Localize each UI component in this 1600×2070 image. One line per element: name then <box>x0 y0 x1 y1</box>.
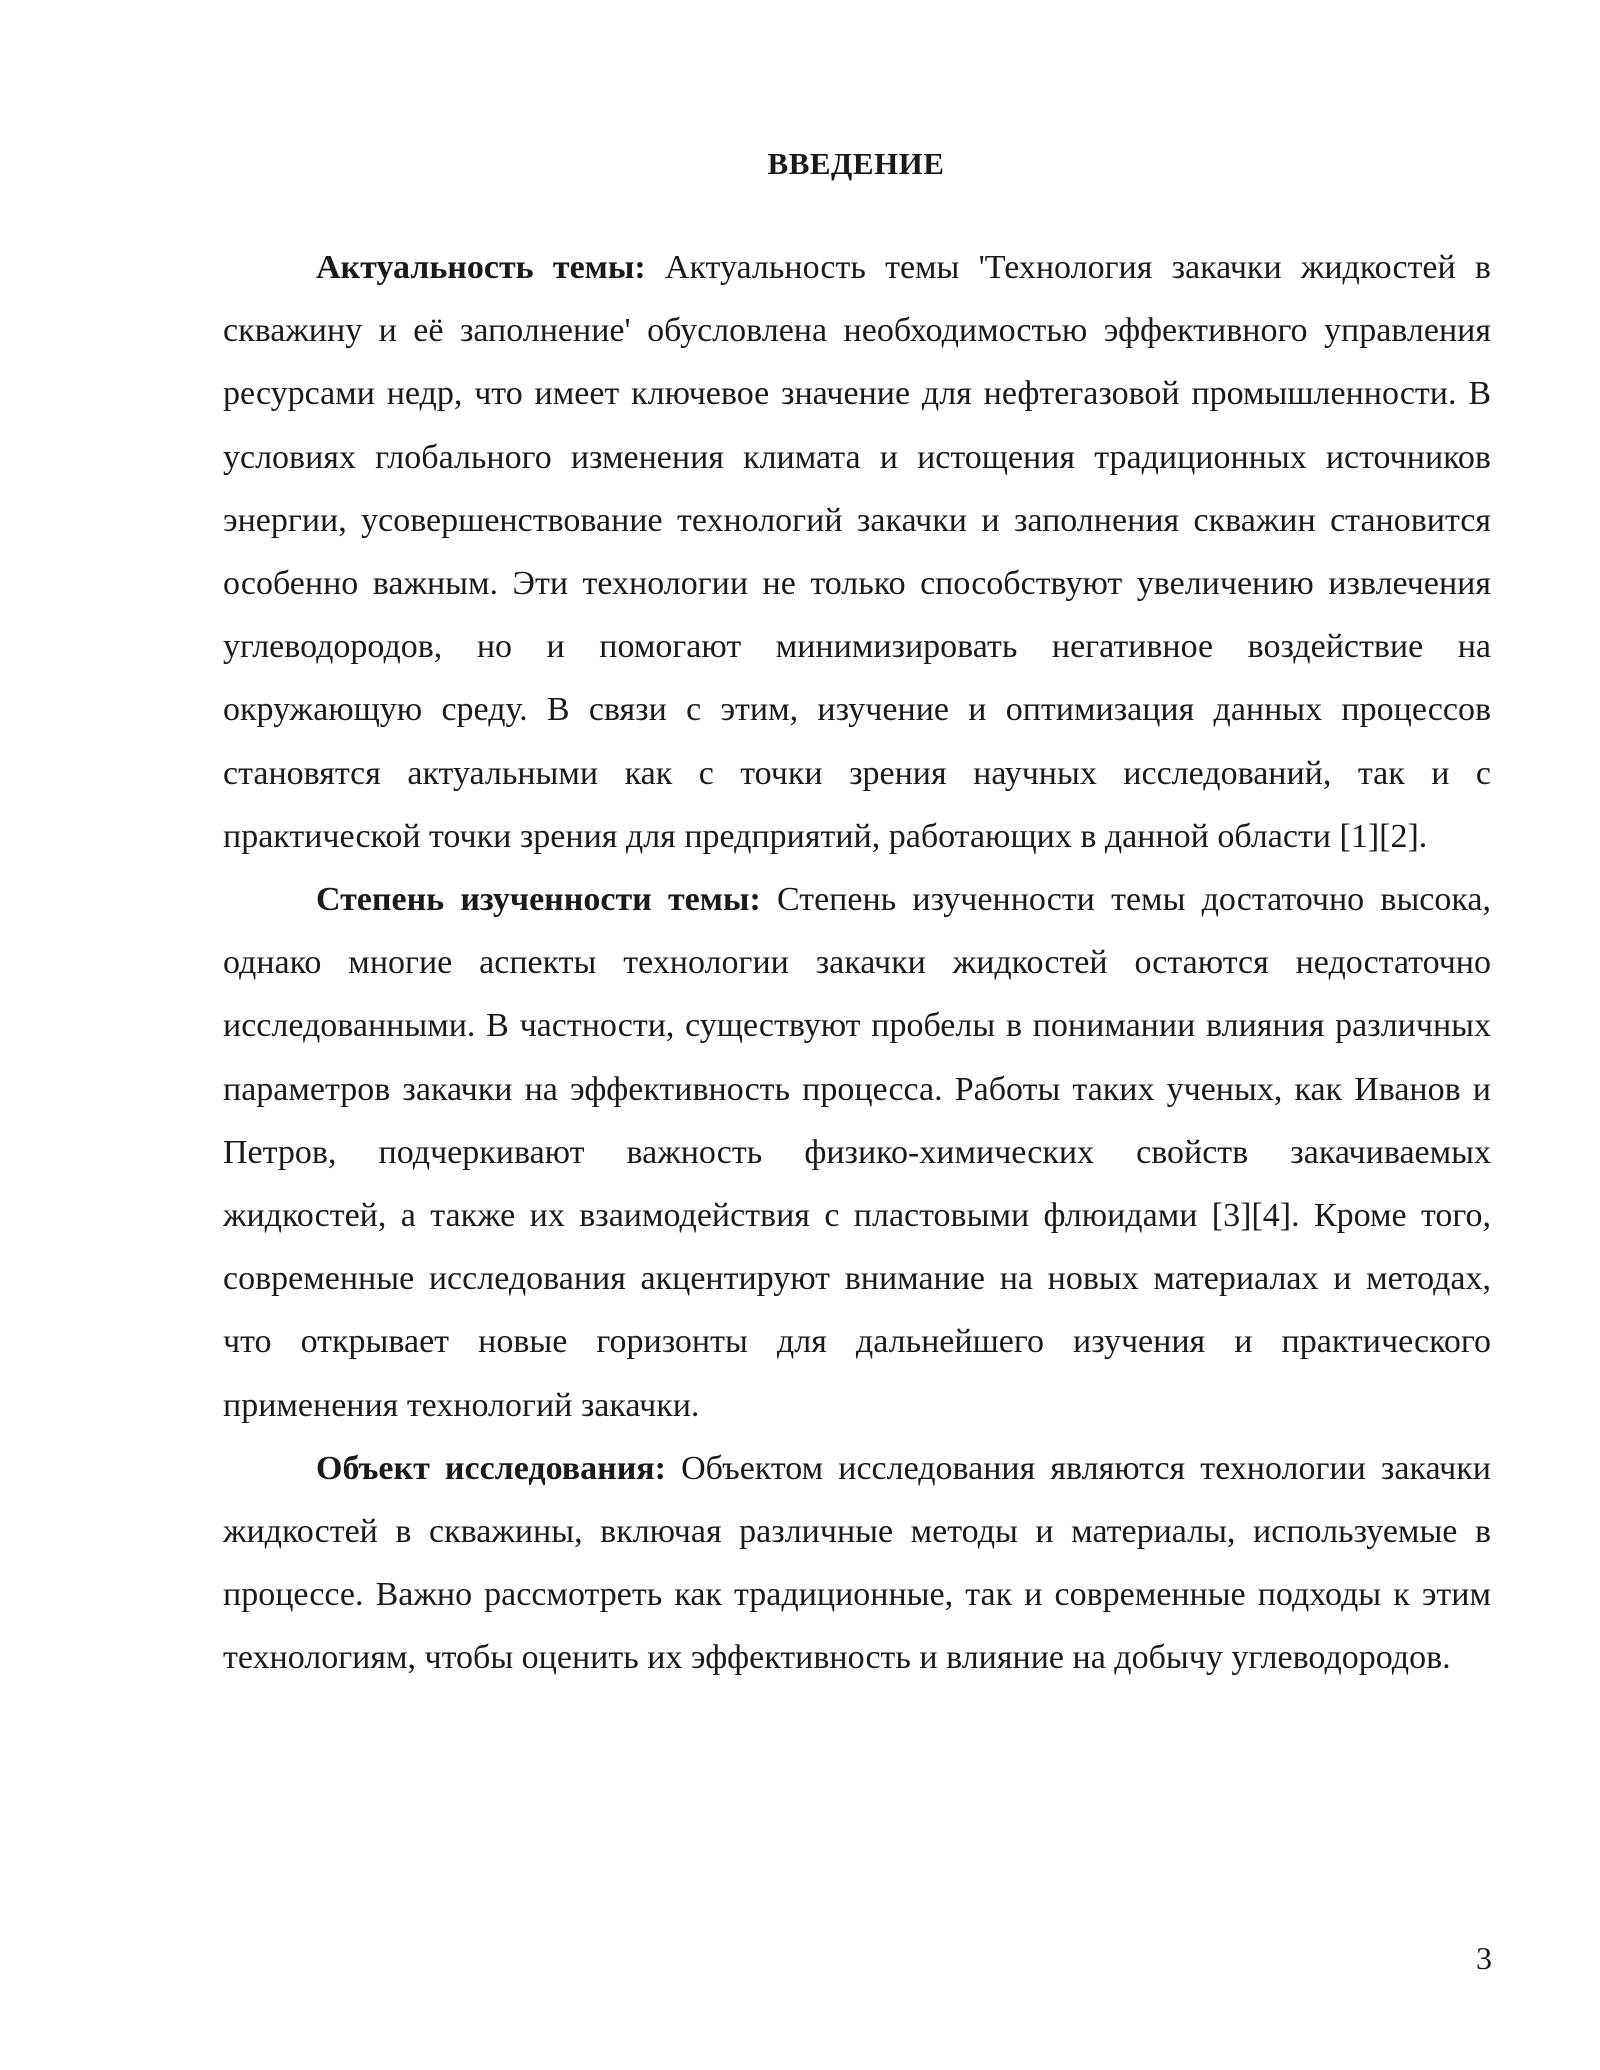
body-text <box>223 236 1491 1690</box>
paragraph-text: Актуальность темы 'Технология закачки жидкостей в скважину и её заполнение' обусловлена необходимостью эффективного управления ресурсами недр, что имеет ключевое значение для нефтегазовой промышленности. В условиях глобального изменения климата и истощения традиционных источников энергии, усовершенствование технологий закачки и заполнения скважин становится особенно важным. Эти технологии не только способствуют увеличению извлечения углеводородов, но и помогают минимизировать негативное воздействие на окружающую среду. В связи с этим, изучение и оптимизация данных процессов становятся актуальными как с точки зрения научных исследований, так и с практической точки зрения для предприятий, работающих в данной области [1][2]. <box>223 249 1491 855</box>
page-number: 3 <box>1476 1940 1492 1976</box>
paragraph-lead: Степень изученности темы: <box>316 881 761 919</box>
paragraph-study-degree <box>223 868 1491 1437</box>
paragraph-research-object <box>223 1437 1491 1690</box>
paragraph-lead: Объект исследования: <box>316 1449 667 1487</box>
paragraph-relevance <box>223 236 1491 868</box>
paragraph-text: Объектом исследования являются технологии закачки жидкостей в скважины, включая различные методы и материалы, используемые в процессе. Важно рассмотреть как традиционные, так и современные подходы к этим технологиям, чтобы оценить их эффективность и влияние на добычу углеводородов. <box>223 1449 1491 1677</box>
page-heading: ВВЕДЕНИЕ <box>767 146 945 181</box>
paragraph-text: Степень изученности темы достаточно высока, однако многие аспекты технологии закачки жидкостей остаются недостаточно исследованными. В частности, существуют пробелы в понимании влияния различных параметров закачки на эффективность процесса. Работы таких ученых, как Иванов и Петров, подчеркивают важность физико-химических свойств закачиваемых жидкостей, а также их взаимодействия с пластовыми флюидами [3][4]. Кроме того, современные исследования акцентируют внимание на новых материалах и методах, что открывает новые горизонты для дальнейшего изучения и практического применения технологий закачки. <box>223 881 1491 1424</box>
paragraph-lead: Актуальность темы: <box>316 249 646 286</box>
